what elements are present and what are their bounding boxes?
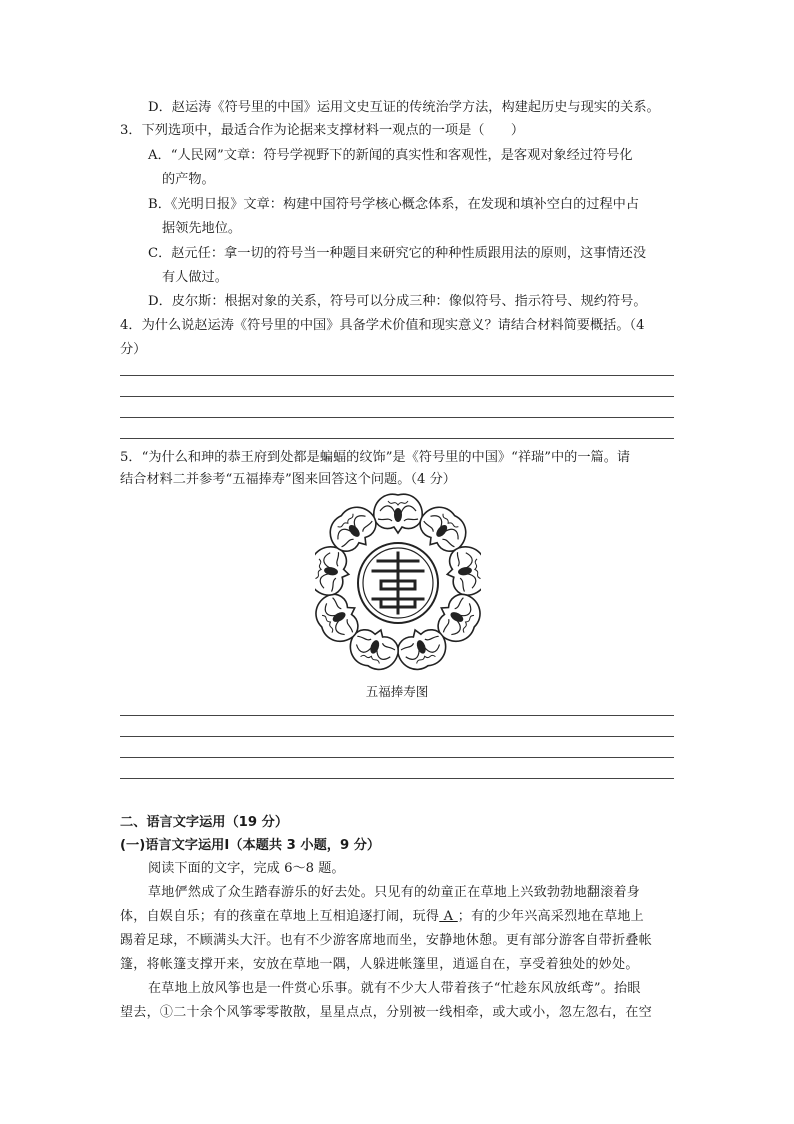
wufu-pengshou-emblem [315, 493, 481, 673]
section-heading: 二、语言文字运用（19 分） [120, 815, 289, 830]
q2-option-d: D．赵运涛《符号里的中国》运用文史互证的传统治学方法，构建起历史与现实的关系。 [148, 100, 660, 115]
q3-option-d: D．皮尔斯：根据对象的关系，符号可以分成三种：像似符号、指示符号、规约符号。 [148, 294, 647, 309]
passage-text: ；有的少年兴高采烈地在草地上 [457, 909, 644, 924]
answer-line[interactable] [120, 778, 674, 779]
answer-line[interactable] [120, 736, 674, 737]
q3-option-c-cont: 有人做过。 [162, 270, 228, 285]
passage-line: 在草地上放风筝也是一件赏心乐事。就有不少大人带着孩子“忙趁东风放纸鸢”。抬眼 [148, 981, 641, 996]
q3-option-a: A．“人民网”文章：符号学视野下的新闻的真实性和客观性，是客观对象经过符号化 [148, 148, 633, 163]
subsection-heading: (一)语言文字运用Ⅰ（本题共 3 小题，9 分） [120, 838, 381, 853]
answer-line[interactable] [120, 757, 674, 758]
answer-line[interactable] [120, 396, 674, 397]
q3-option-a-cont: 的产物。 [162, 172, 215, 187]
passage-line [120, 908, 644, 926]
q3-option-b-cont: 据领先地位。 [162, 221, 242, 236]
q4-stem: 4．为什么说赵运涛《符号里的中国》具备学术价值和现实意义？请结合材料简要概括。（4 [120, 318, 645, 333]
passage-line: 望去，①二十余个风筝零零散散，星星点点，分别被一线相牵，或大或小，忽左忽右，在空 [120, 1005, 653, 1020]
answer-line[interactable] [120, 417, 674, 418]
instruction: 阅读下面的文字，完成 6～8 题。 [148, 861, 345, 876]
answer-line[interactable] [120, 715, 674, 716]
passage-line: 篷，将帐篷支撑开来，安放在草地一隅，人躲进帐篷里，逍遥自在，享受着独处的妙处。 [120, 957, 639, 972]
q5-stem: 5．“为什么和珅的恭王府到处都是蝙蝠的纹饰”是《符号里的中国》“祥瑞”中的一篇。请 [120, 450, 631, 465]
answer-line[interactable] [120, 438, 674, 439]
passage-line: 踢着足球，不顾满头大汗。也有不少游客席地而坐，安静地休憩。更有部分游客自带折叠帐 [120, 933, 653, 948]
q3-stem: 3．下列选项中，最适合作为论据来支撑材料一观点的一项是（ ） [120, 123, 525, 138]
q3-option-c: C．赵元任：拿一切的符号当一种题目来研究它的种种性质跟用法的原则，这事情还没 [148, 246, 647, 261]
passage-line: 草地俨然成了众生踏春游乐的好去处。只见有的幼童正在草地上兴致勃勃地翻滚着身 [148, 885, 641, 900]
emblem-caption: 五福捧寿图 [365, 684, 429, 699]
answer-line[interactable] [120, 375, 674, 376]
blank-a: A [439, 909, 458, 924]
q3-option-b: B．《光明日报》文章：构建中国符号学核心概念体系，在发现和填补空白的过程中占 [148, 197, 640, 212]
q5-stem-cont: 结合材料二并参考“五福捧寿”图来回答这个问题。（4 分） [120, 472, 456, 487]
passage-text: 体，自娱自乐；有的孩童在草地上互相追逐打闹，玩得 [120, 909, 440, 924]
q4-stem-cont: 分） [120, 342, 147, 357]
